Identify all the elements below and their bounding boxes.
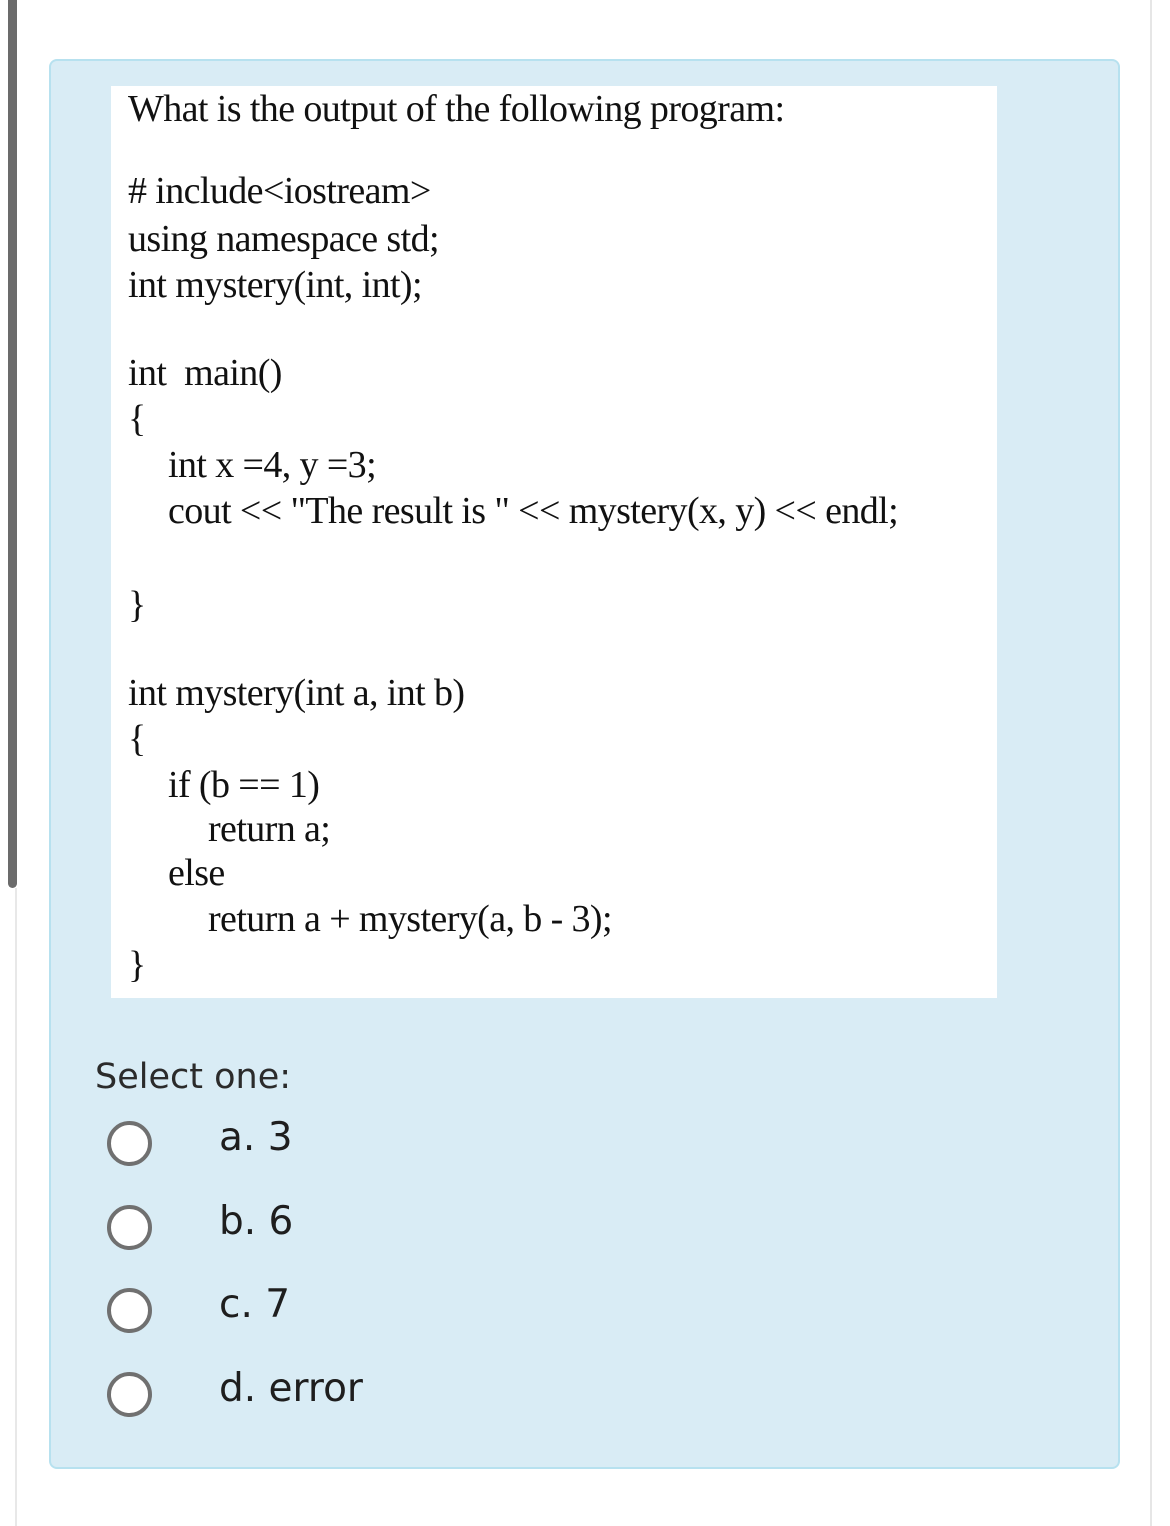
radio-icon[interactable] — [107, 1121, 152, 1166]
code-line: return a; — [208, 808, 331, 850]
question-prompt: What is the output of the following program: — [128, 88, 785, 130]
left-divider — [15, 888, 17, 1526]
question-image — [111, 86, 997, 998]
option-label: b. 6 — [219, 1199, 294, 1244]
select-one-label: Select one: — [95, 1057, 292, 1097]
option-label: a. 3 — [219, 1115, 293, 1160]
code-line: { — [128, 718, 146, 760]
code-line: cout << "The result is " << mystery(x, y) << endl; — [168, 490, 899, 532]
code-line: } — [128, 944, 146, 986]
code-line: # include<iostream> — [128, 170, 431, 212]
code-line: if (b == 1) — [168, 764, 320, 806]
code-line: else — [168, 852, 225, 894]
option-label: d. error — [219, 1366, 363, 1411]
option-b[interactable] — [107, 1199, 507, 1255]
right-divider — [1150, 0, 1152, 1526]
scrollbar-thumb[interactable] — [8, 0, 17, 888]
code-line: int main() — [128, 352, 282, 394]
option-c[interactable] — [107, 1282, 507, 1338]
code-line: return a + mystery(a, b - 3); — [208, 898, 612, 940]
option-label: c. 7 — [219, 1282, 291, 1327]
code-line: using namespace std; — [128, 218, 439, 260]
option-a[interactable] — [107, 1115, 507, 1171]
code-line: } — [128, 584, 146, 626]
code-line: int mystery(int, int); — [128, 264, 422, 306]
question-panel — [49, 59, 1120, 1469]
radio-icon[interactable] — [107, 1372, 152, 1417]
code-line: { — [128, 398, 146, 440]
option-d[interactable] — [107, 1366, 507, 1422]
code-line: int x =4, y =3; — [168, 444, 377, 486]
radio-icon[interactable] — [107, 1205, 152, 1250]
code-line: int mystery(int a, int b) — [128, 672, 465, 714]
radio-icon[interactable] — [107, 1288, 152, 1333]
